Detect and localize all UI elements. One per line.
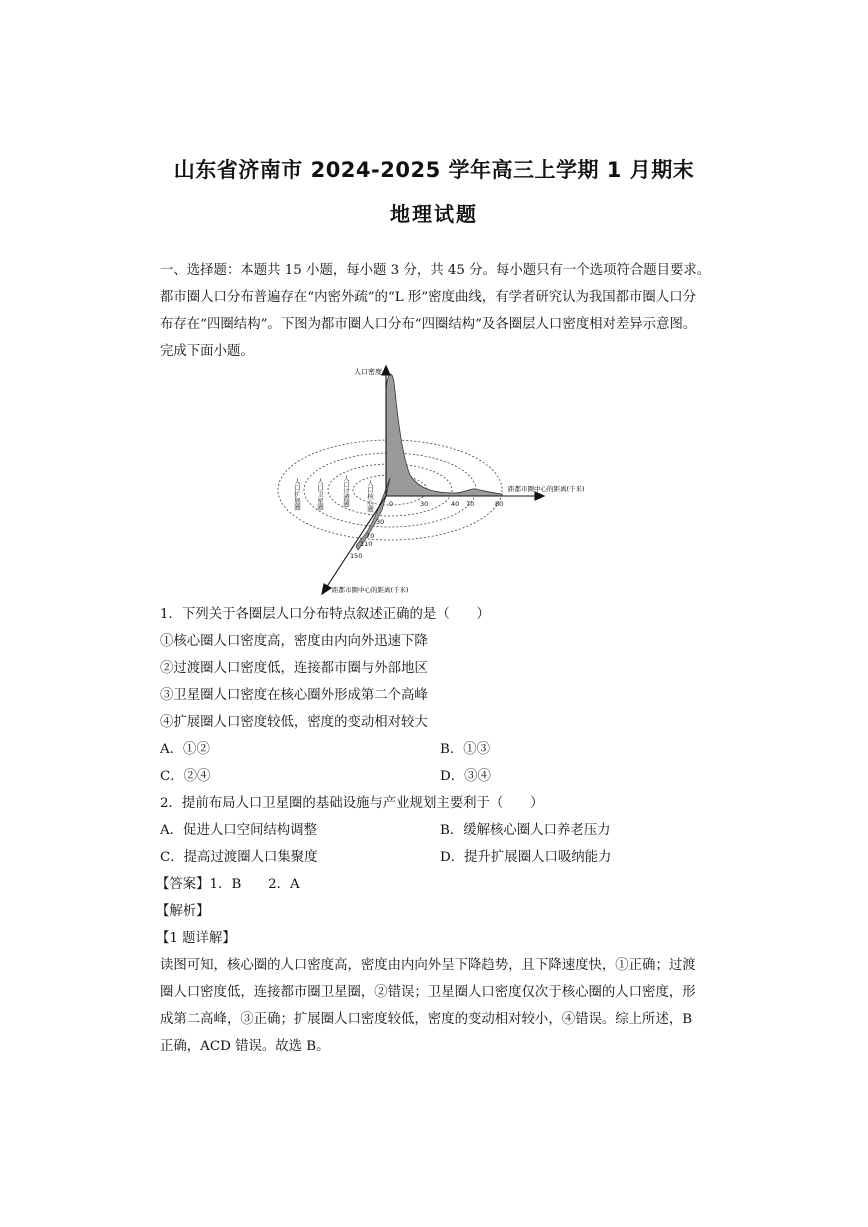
intro-line: 都市圈人口分布普遍存在“内密外疏”的“L 形”密度曲线，有学者研究认为我国都市圈人口分 <box>160 290 696 305</box>
x-tick: 30 <box>420 500 429 508</box>
q2-option-a: A．促进人口空间结构调整 <box>160 823 317 838</box>
detail-line: 正确，ACD 错误。故选 B。 <box>160 1039 330 1054</box>
q2-option-c: C．提高过渡圈人口集聚度 <box>160 850 318 865</box>
q1-statement: ④扩展圈人口密度较低，密度的变动相对较大 <box>160 715 428 730</box>
z-tick: 150 <box>350 552 363 560</box>
z-tick: 30 <box>376 518 385 526</box>
detail-line: 圈人口密度低，连接都市圈卫星圈，②错误；卫星圈人口密度仅次于核心圈的人口密度，形 <box>160 985 696 1000</box>
z-axis-label: 距都市圈中心的距离(千米) <box>332 586 409 594</box>
q2-option-b: B．缓解核心圈人口养老压力 <box>440 823 611 838</box>
q1-statement: ②过渡圈人口密度低，连接都市圈与外部地区 <box>160 661 428 676</box>
intro-line: 一、选择题：本题共 15 小题，每小题 3 分，共 45 分。每小题只有一个选项符合题目要求。 <box>160 263 711 278</box>
x-tick: 0 <box>389 500 394 508</box>
q2-option-d: D．提升扩展圈人口吸纳能力 <box>440 850 612 865</box>
z-tick: 110 <box>360 540 373 548</box>
density-curve-x <box>386 374 502 496</box>
q2-stem: 2．提前布局人口卫星圈的基础设施与产业规划主要利于（ ） <box>160 796 544 811</box>
ring-label-core: 人口核心圈 <box>366 480 374 513</box>
ring-label-expansion: 人口扩展圈 <box>293 478 301 511</box>
detail-line: 读图可知，核心圈的人口密度高，密度由内向外呈下降趋势，且下降速度快，①正确；过渡 <box>160 958 696 973</box>
document-title: 山东省济南市 2024-2025 学年高三上学期 1 月期末 <box>173 158 695 182</box>
q1-option-c: C．②④ <box>160 769 211 784</box>
q1-option-a: A．①② <box>160 742 210 757</box>
y-axis-label: 人口密度 <box>354 368 382 376</box>
document-subtitle: 地理试题 <box>390 202 478 226</box>
intro-line: 布存在“四圈结构”。下图为都市圈人口分布“四圈结构”及各圈层人口密度相对差异示意图。 <box>160 317 697 332</box>
x-tick: 40 <box>451 500 460 508</box>
intro-line: 完成下面小题。 <box>160 344 254 359</box>
analysis-label: 【解析】 <box>156 904 210 919</box>
x-tick: 80 <box>495 500 504 508</box>
x-axis-label: 距都市圈中心的距离(千米) <box>508 485 585 493</box>
answer-line: 【答案】1．B 2．A <box>156 877 300 892</box>
q1-option-b: B．①③ <box>440 742 491 757</box>
detail-label: 【1 题详解】 <box>156 931 236 946</box>
ring-label-satellite: 人口卫星圈 <box>316 478 324 511</box>
q1-statement: ①核心圈人口密度高，密度由内向外迅速下降 <box>160 634 428 649</box>
population-density-figure <box>270 360 610 600</box>
ring-label-transition: 人口过渡圈 <box>342 475 350 508</box>
detail-line: 成第二高峰，③正确；扩展圈人口密度较低，密度的变动相对较小，④错误。综上所述，B <box>160 1012 693 1027</box>
q1-stem: 1．下列关于各圈层人口分布特点叙述正确的是（ ） <box>160 607 490 622</box>
x-tick: 70 <box>466 500 475 508</box>
z-tick: 70 <box>366 532 375 540</box>
q1-option-d: D．③④ <box>440 769 491 784</box>
q1-statement: ③卫星圈人口密度在核心圈外形成第二个高峰 <box>160 688 428 703</box>
